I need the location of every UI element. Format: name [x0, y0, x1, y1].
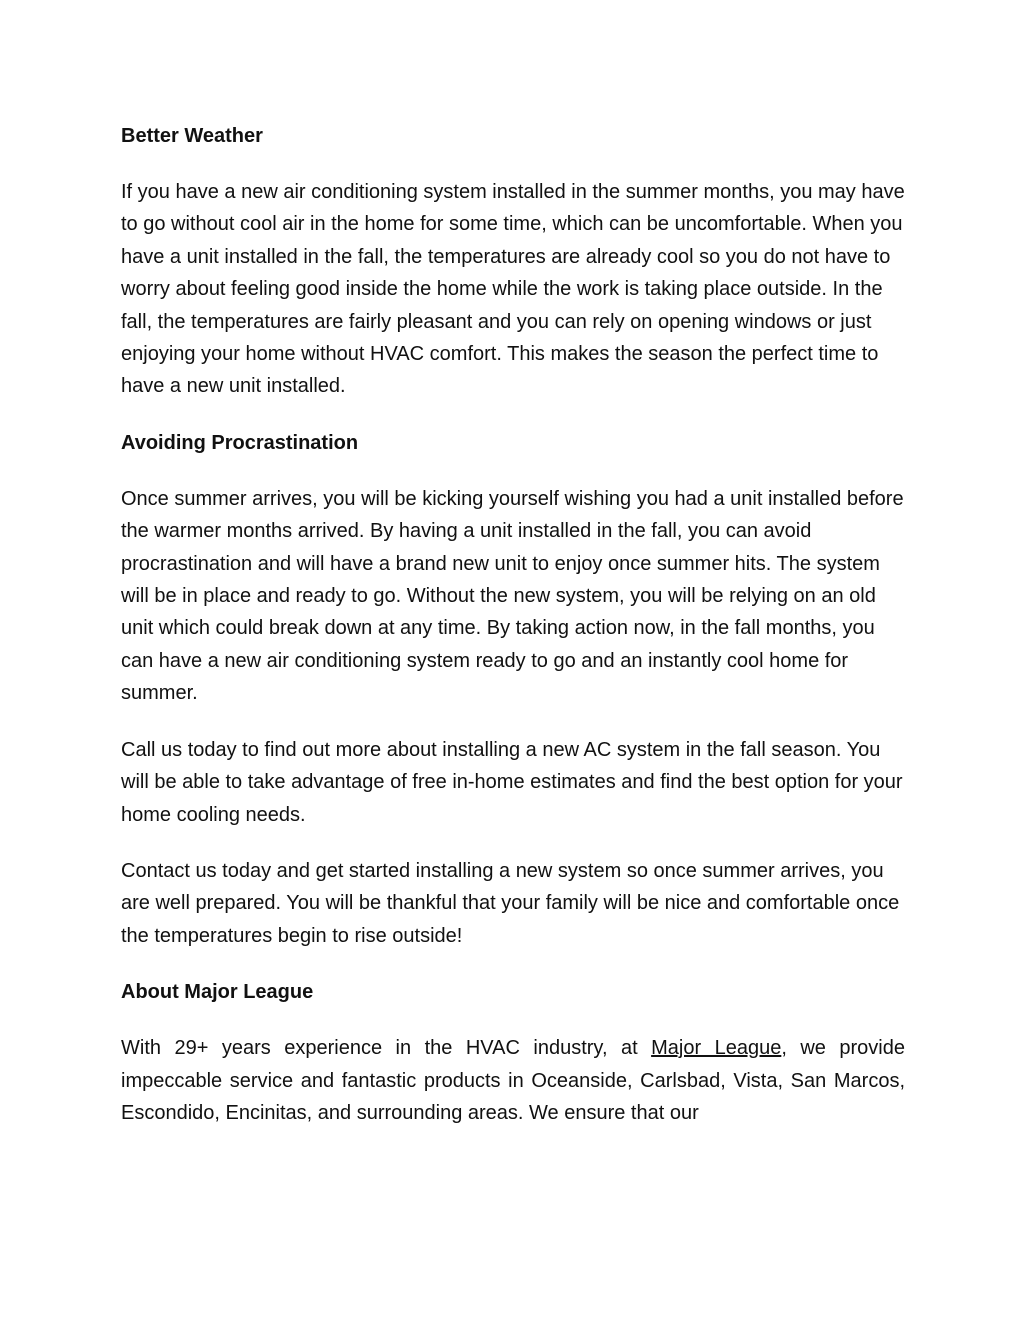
document-content	[121, 120, 905, 1153]
paragraph-call-us: Call us today to find out more about installing a new AC system in the fall season. You will be able to take advantage of free in-home estimates and find the best option for your home cooling needs.	[121, 738, 903, 826]
paragraph-better-weather: If you have a new air conditioning system installed in the summer months, you may have to go without cool air in the home for some time, which can be uncomfortable. When you have a unit installed in the fall, the temperatures are already cool so you do not have to worry about feeling good inside the home while the work is taking place outside. In the fall, the temperatures are fairly pleasant and you can rely on opening windows or just enjoying your home without HVAC comfort. This makes the season the perfect time to have a new unit installed.	[121, 181, 905, 398]
heading-about-major-league: About Major League	[121, 981, 314, 1004]
major-league-link[interactable]: Major League	[651, 1037, 782, 1060]
heading-avoiding-procrastination: Avoiding Procrastination	[121, 431, 359, 454]
about-text-after-link: , we provide impeccable service and fantastic products in Oceanside, Carlsbad, Vista, San Marcos, Escondido, Encinitas, and surrounding areas. We ensure that our	[121, 1037, 905, 1124]
paragraph-about-major-league	[121, 1032, 905, 1129]
paragraph-avoiding-procrastination: Once summer arrives, you will be kicking yourself wishing you had a unit installed before the warmer months arrived. By having a unit installed in the fall, you can avoid procrastination and will have a brand new unit to enjoy once summer hits. The system will be in place and ready to go. Without the new system, you will be relying on an old unit which could break down at any time. By taking action now, in the fall months, you can have a new air conditioning system ready to go and an instantly cool home for summer.	[121, 487, 904, 705]
about-text-before-link: With 29+ years experience in the HVAC industry, at	[121, 1037, 652, 1060]
heading-better-weather: Better Weather	[121, 125, 263, 147]
paragraph-contact-us: Contact us today and get started installing a new system so once summer arrives, you are well prepared. You will be thankful that your family will be nice and comfortable once the temperatures begin to rise outside!	[121, 859, 900, 947]
